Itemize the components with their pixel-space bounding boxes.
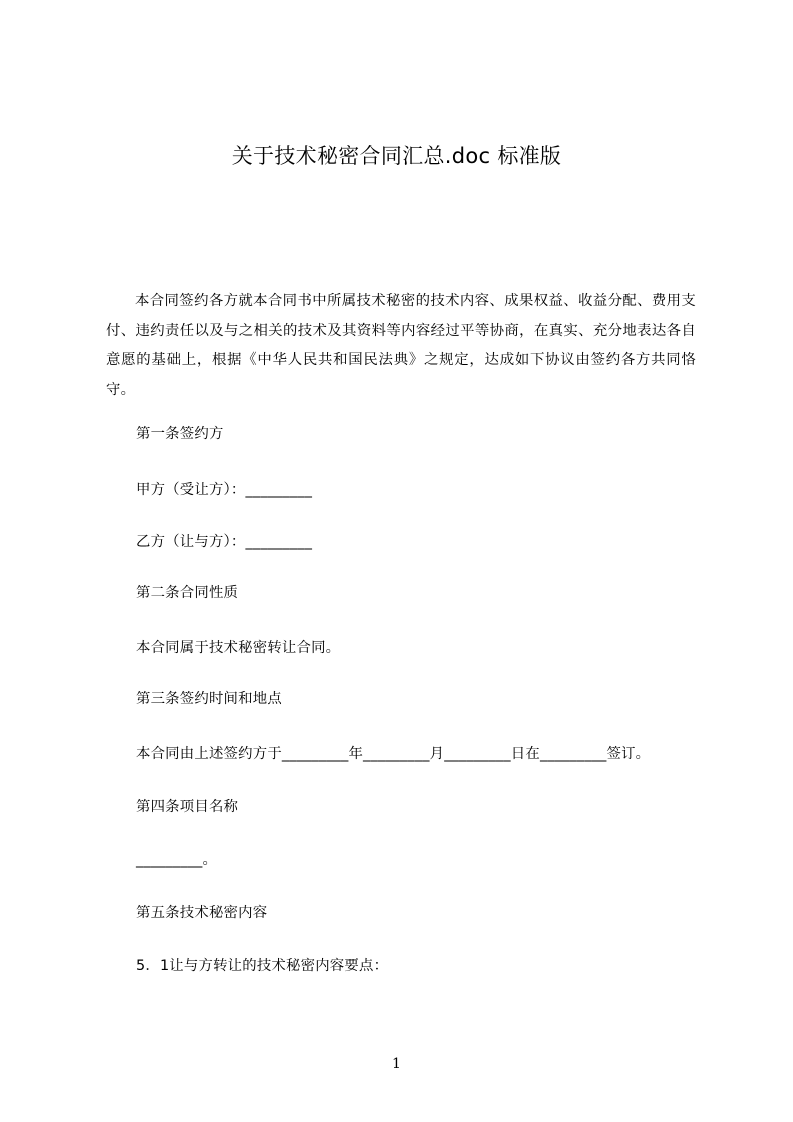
contract-nature-line: 本合同属于技术秘密转让合同。	[136, 640, 341, 656]
document-title: 关于技术秘密合同汇总.doc 标准版	[231, 144, 562, 168]
article-3-heading: 第三条签约时间和地点	[136, 691, 282, 707]
intro-paragraph: 本合同签约各方就本合同书中所属技术秘密的技术内容、成果权益、收益分配、费用支付、违约责任以及与之相关的技术及其资料等内容经过平等协商，在真实、充分地表达各自意愿的基础上，根据《中华人民共和国民法典》之规定，达成如下协议由签约各方共同恪守。	[106, 293, 696, 398]
project-name-line: _________。	[136, 852, 218, 868]
article-5-heading: 第五条技术秘密内容	[136, 905, 268, 921]
article-4-heading: 第四条项目名称	[136, 799, 239, 815]
signing-time-line: 本合同由上述签约方于_________年_________月_________日在_________签订。	[136, 746, 651, 762]
article-2-heading: 第二条合同性质	[136, 585, 239, 601]
party-b-line: 乙方（让与方）：_________	[136, 534, 313, 550]
page-number: 1	[392, 1056, 401, 1072]
party-a-line: 甲方（受让方）：_________	[136, 482, 313, 498]
article-1-heading: 第一条签约方	[136, 426, 224, 442]
clause-5-1-line: 5．1让与方转让的技术秘密内容要点：	[136, 958, 389, 974]
